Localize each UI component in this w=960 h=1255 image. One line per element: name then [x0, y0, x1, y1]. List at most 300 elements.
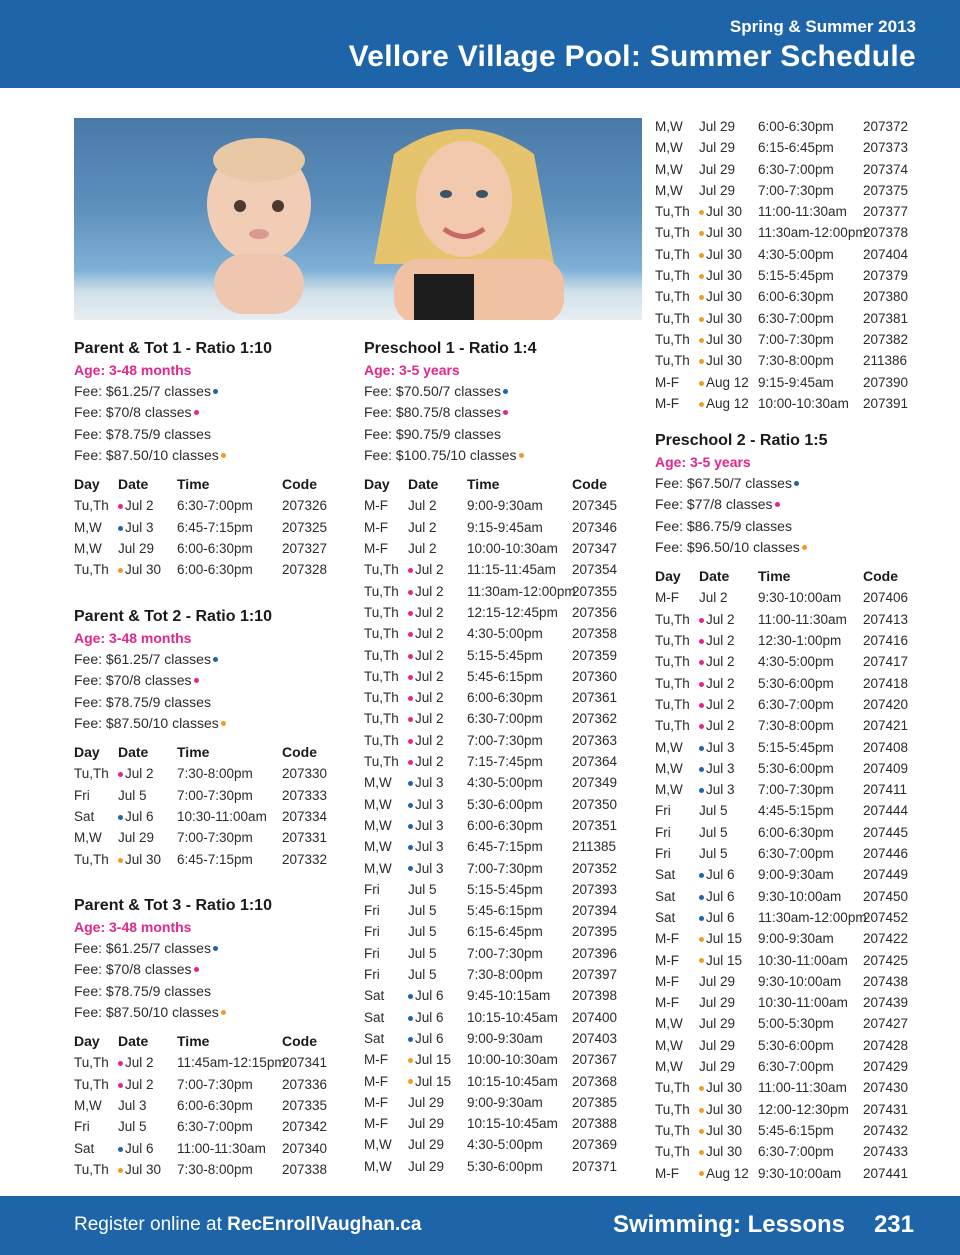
cell-code: 207422	[863, 931, 909, 947]
fee-line	[74, 381, 354, 402]
table-row	[655, 350, 935, 371]
table-row	[655, 992, 935, 1013]
table-row	[74, 1159, 354, 1180]
cell-time: 5:45-6:15pm	[467, 903, 543, 919]
cell-day: M,W	[74, 1098, 102, 1114]
cell-time: 6:30-7:00pm	[758, 1059, 834, 1075]
cell-day: Fri	[364, 945, 380, 961]
cell-code: 207438	[863, 973, 909, 989]
cell-time: 11:30am-12:00pm	[758, 909, 867, 925]
table-row	[655, 886, 935, 907]
pink-dot-icon	[699, 682, 704, 687]
column-header-code: Code	[863, 568, 898, 585]
pink-dot-icon	[194, 410, 199, 415]
table-row	[655, 800, 935, 821]
cell-code: 207327	[282, 541, 328, 557]
fee-text: Fee: $70.50/7 classes	[364, 383, 501, 399]
cell-date	[118, 559, 161, 580]
cell-day: M-F	[364, 1073, 388, 1089]
cell-time: 7:00-7:30pm	[758, 182, 834, 198]
baby-illustration	[184, 134, 334, 314]
cell-time: 6:30-7:00pm	[467, 711, 543, 727]
fee-line	[364, 424, 644, 445]
pink-dot-icon	[408, 739, 413, 744]
cell-code: 207446	[863, 846, 909, 862]
cell-date	[699, 886, 735, 907]
column-header-date: Date	[118, 744, 149, 761]
blue-dot-icon	[408, 845, 413, 850]
cell-code: 207452	[863, 909, 909, 925]
cell-date	[699, 651, 735, 672]
cell-day: M-F	[655, 931, 679, 947]
cell-code: 207328	[282, 562, 328, 578]
cell-date-text: Jul 2	[415, 562, 444, 578]
cell-date	[699, 992, 735, 1013]
cell-time: 10:00-10:30am	[467, 541, 558, 557]
table-row	[655, 928, 935, 949]
fee-text: Fee: $70/8 classes	[74, 404, 192, 421]
pink-dot-icon	[118, 1083, 123, 1088]
cell-day: M,W	[655, 782, 683, 798]
cell-time: 6:30-7:00pm	[758, 696, 834, 712]
cell-code: 207356	[572, 604, 618, 620]
cell-date	[699, 244, 742, 265]
cell-date-text: Jul 30	[706, 268, 743, 284]
cell-time: 9:15-9:45am	[758, 374, 834, 390]
table-row	[364, 921, 644, 942]
cell-date	[408, 1007, 444, 1028]
cell-code: 207388	[572, 1116, 618, 1132]
cell-time: 7:00-7:30pm	[467, 945, 543, 961]
cell-day: Tu,Th	[364, 562, 399, 578]
cell-date-text: Jul 30	[125, 562, 162, 578]
cell-date-text: Aug 12	[706, 395, 749, 411]
pool-photo	[74, 118, 642, 320]
cell-day: M-F	[364, 1052, 388, 1068]
cell-date	[408, 1092, 444, 1113]
cell-time: 6:00-6:30pm	[177, 1098, 253, 1114]
cell-date	[408, 921, 437, 942]
fee-text: Fee: $86.75/9 classes	[655, 517, 792, 534]
cell-date-text: Jul 2	[408, 541, 437, 557]
cell-code: 207363	[572, 732, 618, 748]
fee-line	[74, 402, 354, 423]
cell-day: M-F	[364, 498, 388, 514]
cell-time: 4:30-5:00pm	[758, 654, 834, 670]
cell-time: 11:00-11:30am	[758, 204, 847, 220]
cell-day: M,W	[655, 739, 683, 755]
fee-line	[74, 649, 354, 670]
cell-code: 207421	[863, 718, 909, 734]
orange-dot-icon	[118, 858, 123, 863]
cell-time: 11:00-11:30am	[177, 1140, 266, 1156]
cell-date	[699, 180, 735, 201]
table-row	[655, 950, 935, 971]
table-row	[364, 772, 644, 793]
cell-time: 11:00-11:30am	[758, 1080, 847, 1096]
fee-text: Fee: $87.50/10 classes	[74, 1003, 219, 1020]
cell-day: M,W	[364, 860, 392, 876]
cell-time: 5:45-6:15pm	[467, 668, 543, 684]
cell-day: Fri	[74, 787, 90, 803]
cell-day: M,W	[655, 140, 683, 156]
table-row	[74, 849, 354, 870]
cell-time: 4:45-5:15pm	[758, 803, 834, 819]
cell-code: 211386	[863, 353, 908, 369]
cell-code: 207332	[282, 851, 328, 867]
cell-date-text: Jul 2	[125, 1055, 154, 1071]
register-link[interactable]: RecEnrollVaughan.ca	[227, 1214, 422, 1235]
cell-code: 207385	[572, 1094, 618, 1110]
cell-date	[118, 1074, 154, 1095]
cell-code: 207444	[863, 803, 909, 819]
pink-dot-icon	[194, 678, 199, 683]
fee-line	[74, 938, 354, 959]
cell-day: Tu,Th	[655, 654, 690, 670]
table-row	[364, 900, 644, 921]
cell-date	[408, 1134, 444, 1155]
fee-text: Fee: $80.75/8 classes	[364, 404, 501, 421]
cell-time: 11:45am-12:15pm	[177, 1055, 286, 1071]
table-row	[364, 1071, 644, 1092]
blue-dot-icon	[794, 481, 799, 486]
cell-code: 207330	[282, 766, 328, 782]
footer-section-title: Swimming: Lessons	[612, 1211, 845, 1238]
table-header	[74, 1031, 354, 1052]
cell-date-text: Jul 15	[706, 931, 743, 947]
cell-date-text: Aug 12	[706, 374, 749, 390]
cell-date-text: Jul 2	[415, 604, 444, 620]
cell-day: M,W	[364, 1137, 392, 1153]
cell-code: 207349	[572, 775, 618, 791]
cell-date	[118, 495, 154, 516]
cell-time: 9:00-9:30am	[758, 867, 834, 883]
fee-line	[74, 424, 354, 445]
column-header-date: Date	[118, 1033, 149, 1050]
cell-date	[699, 758, 735, 779]
cell-date-text: Jul 6	[415, 988, 444, 1004]
cell-date-text: Jul 3	[415, 860, 444, 876]
table-row	[74, 559, 354, 580]
cell-day: Tu,Th	[655, 611, 690, 627]
pink-dot-icon	[408, 590, 413, 595]
cell-date	[408, 666, 444, 687]
cell-date	[699, 393, 749, 414]
cell-time: 11:30am-12:00pm	[758, 225, 867, 241]
cell-code: 207345	[572, 498, 618, 514]
pink-dot-icon	[699, 660, 704, 665]
cell-date	[699, 201, 742, 222]
table-row	[74, 517, 354, 538]
cell-time: 4:30-5:00pm	[467, 626, 543, 642]
cell-date-text: Jul 2	[415, 754, 444, 770]
blue-dot-icon	[699, 916, 704, 921]
orange-dot-icon	[221, 721, 226, 726]
cell-date	[408, 772, 444, 793]
column-header-time: Time	[177, 744, 210, 761]
cell-code: 207367	[572, 1052, 618, 1068]
cell-time: 5:30-6:00pm	[758, 675, 834, 691]
cell-code: 207445	[863, 824, 909, 840]
table-row	[655, 329, 935, 350]
cell-day: M,W	[74, 519, 102, 535]
cell-time: 10:15-10:45am	[467, 1073, 558, 1089]
cell-code: 207450	[863, 888, 909, 904]
table-row	[655, 1035, 935, 1056]
column-header-day: Day	[74, 476, 100, 493]
fee-text: Fee: $78.75/9 classes	[74, 693, 211, 710]
cell-time: 7:30-8:00pm	[177, 1161, 253, 1177]
cell-date	[118, 1159, 161, 1180]
cell-date	[408, 602, 444, 623]
cell-day: M-F	[364, 1094, 388, 1110]
cell-code: 207333	[282, 787, 328, 803]
cell-date-text: Jul 29	[699, 182, 736, 198]
cell-day: Tu,Th	[364, 668, 399, 684]
table-row	[655, 1013, 935, 1034]
orange-dot-icon	[118, 568, 123, 573]
register-text: Register online at RecEnrollVaughan.ca	[74, 1214, 422, 1235]
table-row	[364, 964, 644, 985]
cell-date	[118, 827, 154, 848]
orange-dot-icon	[699, 231, 704, 236]
cell-date	[408, 900, 437, 921]
cell-day: Tu,Th	[655, 1144, 690, 1160]
cell-date-text: Jul 3	[415, 775, 444, 791]
blue-dot-icon	[699, 873, 704, 878]
cell-date	[408, 581, 444, 602]
cell-day: Tu,Th	[364, 690, 399, 706]
column-header-time: Time	[177, 476, 210, 493]
table-row	[364, 623, 644, 644]
column-header-day: Day	[655, 568, 681, 585]
table-row	[655, 201, 935, 222]
table-row	[364, 708, 644, 729]
orange-dot-icon	[699, 1150, 704, 1155]
cell-date-text: Jul 2	[706, 611, 735, 627]
cell-date-text: Jul 30	[706, 1101, 743, 1117]
cell-date	[699, 265, 742, 286]
cell-code: 207406	[863, 590, 909, 606]
cell-code: 207411	[863, 782, 908, 798]
schedule-section	[74, 895, 354, 1180]
cell-date	[699, 587, 728, 608]
cell-time: 6:45-7:15pm	[467, 839, 543, 855]
cell-code: 207425	[863, 952, 909, 968]
cell-time: 7:30-8:00pm	[177, 766, 253, 782]
orange-dot-icon	[699, 937, 704, 942]
cell-day: M-F	[655, 374, 679, 390]
cell-day: Tu,Th	[364, 626, 399, 642]
cell-time: 10:30-11:00am	[177, 809, 267, 825]
cell-date-text: Jul 2	[706, 654, 735, 670]
cell-date-text: Jul 2	[699, 590, 728, 606]
cell-time: 6:30-7:00pm	[177, 498, 253, 514]
cell-date-text: Jul 30	[706, 246, 743, 262]
fee-text: Fee: $78.75/9 classes	[74, 425, 211, 442]
fee-text: Fee: $77/8 classes	[655, 496, 773, 513]
cell-date-text: Jul 15	[415, 1052, 452, 1068]
cell-date	[699, 609, 735, 630]
orange-dot-icon	[408, 1058, 413, 1063]
orange-dot-icon	[699, 338, 704, 343]
cell-code: 207380	[863, 289, 909, 305]
orange-dot-icon	[221, 453, 226, 458]
cell-date	[408, 687, 444, 708]
table-row	[74, 538, 354, 559]
table-row	[655, 822, 935, 843]
fee-line	[364, 381, 644, 402]
cell-time: 9:00-9:30am	[467, 1094, 543, 1110]
cell-date-text: Jul 5	[408, 881, 437, 897]
cell-date	[699, 1035, 735, 1056]
cell-date-text: Jul 5	[408, 967, 437, 983]
cell-code: 207355	[572, 583, 618, 599]
cell-date	[408, 943, 437, 964]
cell-date	[699, 715, 735, 736]
cell-date-text: Jul 2	[706, 675, 735, 691]
cell-date-text: Jul 3	[415, 839, 444, 855]
cell-date-text: Jul 29	[408, 1158, 445, 1174]
table-row	[364, 538, 644, 559]
cell-time: 4:30-5:00pm	[467, 775, 543, 791]
table-row	[74, 763, 354, 784]
section-title: Parent & Tot 1 - Ratio 1:10	[74, 340, 272, 357]
table-row	[364, 1028, 644, 1049]
table-row	[655, 1120, 935, 1141]
cell-time: 7:00-7:30pm	[758, 331, 834, 347]
cell-code: 207340	[282, 1140, 328, 1156]
cell-date	[699, 1077, 742, 1098]
cell-date	[408, 538, 437, 559]
cell-time: 6:00-6:30pm	[467, 690, 543, 706]
cell-time: 9:30-10:00am	[758, 590, 842, 606]
table-row	[364, 1156, 644, 1177]
cell-time: 7:00-7:30pm	[177, 787, 253, 803]
table-row	[364, 666, 644, 687]
cell-code: 207382	[863, 331, 909, 347]
cell-day: M-F	[655, 590, 679, 606]
cell-time: 9:30-10:00am	[758, 888, 842, 904]
cell-time: 11:00-11:30am	[758, 611, 847, 627]
cell-date-text: Jul 6	[125, 1140, 154, 1156]
cell-date	[699, 1163, 749, 1184]
pink-dot-icon	[699, 618, 704, 623]
cell-date-text: Jul 2	[125, 498, 154, 514]
cell-day: M,W	[364, 796, 392, 812]
table-row	[364, 751, 644, 772]
cell-code: 207341	[282, 1055, 328, 1071]
column-header-time: Time	[758, 568, 791, 585]
table-row	[364, 687, 644, 708]
cell-date	[118, 1095, 147, 1116]
cell-day: Sat	[364, 1009, 385, 1025]
orange-dot-icon	[699, 253, 704, 258]
fee-line	[74, 959, 354, 980]
page-footer	[0, 1196, 960, 1255]
cell-date-text: Jul 30	[706, 1144, 743, 1160]
cell-code: 207420	[863, 696, 909, 712]
cell-date-text: Jul 5	[699, 846, 728, 862]
cell-day: Tu,Th	[74, 562, 109, 578]
table-row	[655, 116, 935, 137]
cell-day: Tu,Th	[655, 1101, 690, 1117]
cell-code: 207358	[572, 626, 618, 642]
cell-date	[408, 1049, 451, 1070]
orange-dot-icon	[802, 545, 807, 550]
orange-dot-icon	[699, 210, 704, 215]
table-row	[655, 1141, 935, 1162]
fee-line	[74, 445, 354, 466]
cell-date-text: Jul 29	[699, 973, 736, 989]
cell-date-text: Jul 5	[118, 787, 147, 803]
fee-text: Fee: $61.25/7 classes	[74, 383, 211, 399]
table-row	[74, 785, 354, 806]
cell-date-text: Jul 3	[706, 739, 735, 755]
table-row	[655, 180, 935, 201]
cell-code: 207372	[863, 119, 909, 134]
cell-time: 6:00-6:30pm	[467, 817, 543, 833]
cell-date-text: Jul 30	[125, 1161, 162, 1177]
table-row	[655, 907, 935, 928]
table-row	[655, 1056, 935, 1077]
cell-date	[699, 694, 735, 715]
cell-day: Tu,Th	[655, 1122, 690, 1138]
cell-day: Tu,Th	[655, 1080, 690, 1096]
orange-dot-icon	[221, 1010, 226, 1015]
cell-date	[408, 645, 444, 666]
blue-dot-icon	[118, 815, 123, 820]
cell-date	[408, 858, 444, 879]
cell-time: 5:15-5:45pm	[467, 647, 543, 663]
cell-date	[699, 329, 742, 350]
cell-date-text: Jul 3	[415, 796, 444, 812]
table-header	[364, 474, 644, 495]
column-header-code: Code	[282, 476, 317, 493]
cell-date-text: Jul 6	[706, 867, 735, 883]
table-row	[74, 827, 354, 848]
cell-code: 207351	[572, 817, 618, 833]
table-row	[364, 1134, 644, 1155]
cell-time: 7:30-8:00pm	[758, 718, 834, 734]
cell-day: Tu,Th	[655, 225, 690, 241]
cell-time: 10:00-10:30am	[467, 1052, 558, 1068]
cell-day: M-F	[655, 952, 679, 968]
cell-date-text: Jul 5	[408, 924, 437, 940]
cell-date-text: Jul 29	[699, 140, 736, 156]
cell-code: 207413	[863, 611, 909, 627]
cell-day: Tu,Th	[655, 268, 690, 284]
table-row	[74, 1138, 354, 1159]
column-header-day: Day	[74, 744, 100, 761]
cell-date	[699, 950, 742, 971]
cell-time: 6:00-6:30pm	[177, 541, 253, 557]
fee-line	[364, 445, 644, 466]
cell-time: 7:00-7:30pm	[177, 830, 253, 846]
cell-date	[118, 806, 154, 827]
cell-time: 6:45-7:15pm	[177, 851, 253, 867]
cell-day: Tu,Th	[74, 766, 109, 782]
cell-time: 11:30am-12:00pm	[467, 583, 576, 599]
table-row	[364, 645, 644, 666]
cell-code: 207359	[572, 647, 618, 663]
cell-day: Tu,Th	[655, 696, 690, 712]
cell-code: 207394	[572, 903, 618, 919]
cell-date-text: Jul 2	[706, 718, 735, 734]
cell-time: 10:30-11:00am	[758, 995, 848, 1011]
blue-dot-icon	[213, 946, 218, 951]
cell-time: 7:30-8:00pm	[758, 353, 834, 369]
